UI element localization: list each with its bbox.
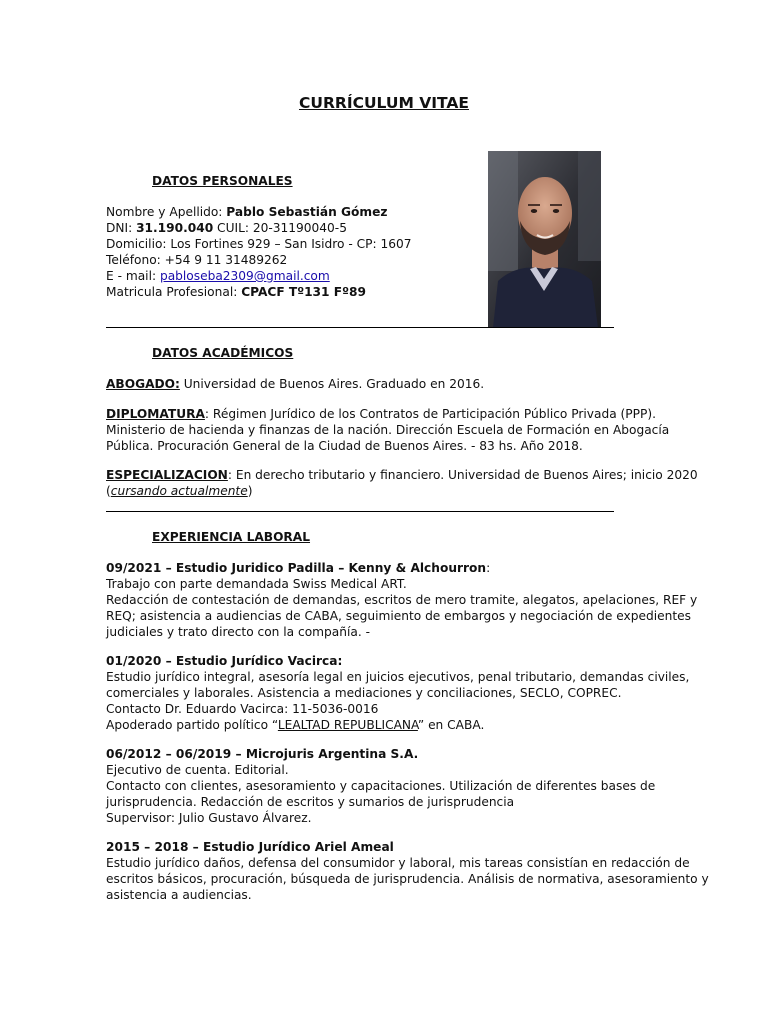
especializacion-entry [106,467,698,499]
diplomatura-line-3: Pública. Procuración General de la Ciudad de Buenos Aires. - 83 hs. Año 2018. [106,439,583,453]
personal-data-block [106,204,661,300]
experience-2-line-3: Contacto Dr. Eduardo Vacirca: 11-5036-0016 [106,702,379,716]
document-title: CURRÍCULUM VITAE [298,94,469,112]
name-value: Pablo Sebastián Gómez [226,205,388,219]
name-line [106,204,661,220]
party-suffix: ” en CABA. [417,718,485,732]
experience-title-3: 06/2012 – 06/2019 – Microjuris Argentina S.A. [106,747,419,761]
experience-2-line-2: comerciales y laborales. Asistencia a mediaciones y conciliaciones, SECLO, COPREC. [106,686,622,700]
party-prefix: Apoderado partido político “ [106,718,278,732]
experience-title-2: 01/2020 – Estudio Jurídico Vacirca: [106,654,343,668]
address-line: Domicilio: Los Fortines 929 – San Isidro - CP: 1607 [106,237,412,251]
dni-value: 31.190.040 [136,221,214,235]
divider-2 [106,511,614,512]
license-label: Matricula Profesional: [106,285,242,299]
especializacion-label: ESPECIALIZACION [106,468,228,482]
experience-1-line-4: judiciales y trato directo con la compañía. - [106,625,370,639]
diplomatura-entry [106,406,670,454]
experience-3-line-4: Supervisor: Julio Gustavo Álvarez. [106,811,312,825]
license-line [106,284,661,300]
license-value: CPACF Tº131 Fº89 [241,285,366,299]
dni-label: DNI: [106,221,137,235]
email-line [106,268,661,284]
personal-data-heading: DATOS PERSONALES [152,174,293,188]
experience-4-line-1: Estudio jurídico daños, defensa del consumidor y laboral, mis tareas consistían en redacción de [106,856,690,870]
email-label: E - mail: [106,269,160,283]
divider-1 [106,327,614,328]
especializacion-status: cursando actualmente [110,484,248,498]
experience-4-line-2: escritos básicos, procuración, búsqueda de jurisprudencia. Análisis de normativa, asesoramiento y [106,872,709,886]
experience-entry-4 [106,839,709,903]
experience-2-party-line [106,717,661,733]
diplomatura-line-2: Ministerio de hacienda y finanzas de la nación. Dirección Escuela de Formación en Abogacía [106,423,670,437]
experience-title-4: 2015 – 2018 – Estudio Jurídico Ariel Ameal [106,840,394,854]
experience-entry-2 [106,653,690,733]
experience-1-line-1: Trabajo con parte demandada Swiss Medical ART. [106,577,407,591]
abogado-text: Universidad de Buenos Aires. Graduado en 2016. [179,377,485,391]
experience-entry-3 [106,746,661,826]
email-link[interactable]: pabloseba2309@gmail.com [159,269,330,283]
academic-heading: DATOS ACADÉMICOS [152,346,294,360]
experience-entry-1 [106,560,698,640]
experience-title-1-suffix: : [486,561,491,575]
experience-heading: EXPERIENCIA LABORAL [152,530,311,544]
dni-line [106,220,661,236]
experience-1-line-3: REQ; asistencia a audiencias de CABA, seguimiento de embargos y negociación de expedientes [106,609,691,623]
experience-2-line-1: Estudio jurídico integral, asesoría legal en juicios ejecutivos, penal tributario, demandas civiles, [106,670,690,684]
experience-4-line-3: asistencia a audiencias. [106,888,252,902]
abogado-entry [106,376,661,392]
party-name: LEALTAD REPUBLICANA [277,718,418,732]
experience-title-1: 09/2021 – Estudio Juridico Padilla – Kenny & Alchourron [106,561,487,575]
especializacion-close: ) [247,484,253,498]
diplomatura-line-1: : Régimen Jurídico de los Contratos de Participación Público Privada (PPP). [204,407,656,421]
cuil-text: CUIL: 20-31190040-5 [213,221,347,235]
abogado-label: ABOGADO: [106,377,180,391]
experience-3-line-3: jurisprudencia. Redacción de escritos y sumarios de jurisprudencia [106,795,515,809]
experience-3-line-1: Ejecutivo de cuenta. Editorial. [106,763,289,777]
name-label: Nombre y Apellido: [106,205,227,219]
especializacion-line-1: : En derecho tributario y financiero. Universidad de Buenos Aires; inicio 2020 [227,468,698,482]
experience-1-line-2: Redacción de contestación de demandas, escritos de mero tramite, alegatos, apelaciones, REF y [106,593,698,607]
especializacion-open: ( [106,484,111,498]
phone-line: Teléfono: +54 9 11 31489262 [106,253,288,267]
diplomatura-label: DIPLOMATURA [106,407,205,421]
experience-3-line-2: Contacto con clientes, asesoramiento y capacitaciones. Utilización de diferentes bases de [106,779,656,793]
